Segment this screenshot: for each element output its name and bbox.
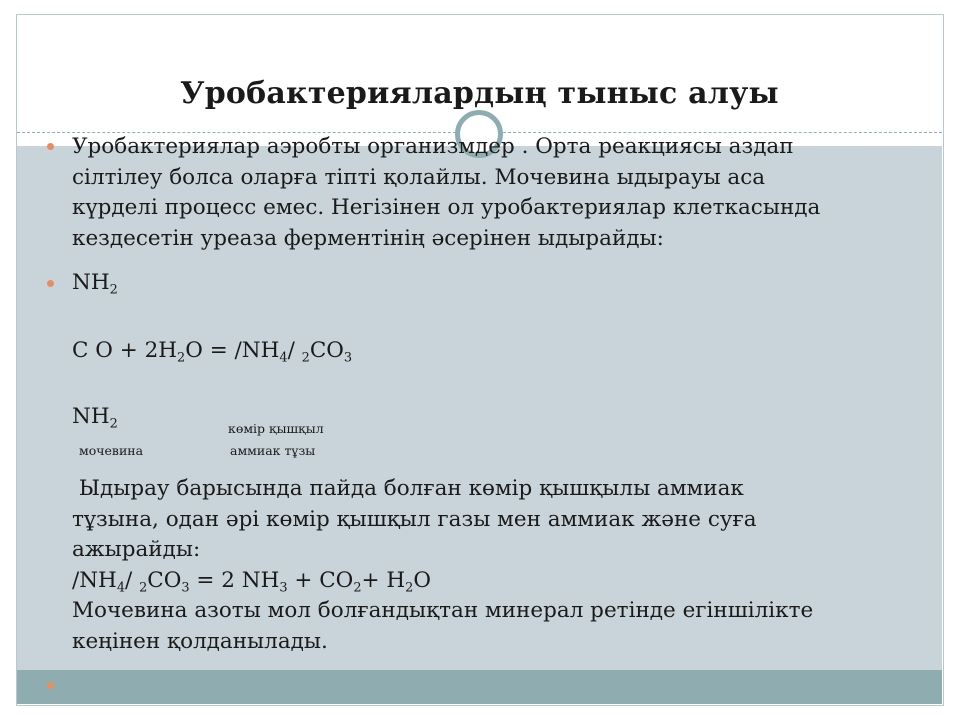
formula-subscript: 3 (279, 580, 288, 595)
formula-part: + CO (287, 567, 354, 593)
text-line: кездесетін уреаза ферментінің әсерінен ыдырайды: (72, 225, 664, 251)
formula-nh2-top (72, 268, 118, 299)
formula-part: NH (72, 270, 110, 295)
bullet-marker-2 (47, 280, 54, 287)
text-line: кеңінен қолданылады. (72, 628, 328, 654)
formula-part: NH (72, 404, 110, 429)
formula-part: = 2 NH (189, 567, 280, 593)
formula-part: / (125, 567, 140, 593)
text-line: Ыдырау барысында пайда болған көмір қышқылы аммиак (72, 476, 744, 501)
formula-subscript: 2 (109, 416, 118, 432)
label-urea: мочевина (79, 443, 144, 458)
formula-part: O = /NH (185, 338, 280, 363)
formula-subscript: 3 (181, 580, 190, 595)
formula-subscript: 2 (353, 580, 362, 595)
formula-part: + H (361, 567, 406, 593)
formula-subscript: 4 (116, 580, 126, 595)
bullet-1-text (72, 132, 820, 254)
text-line: сілтілеу болса оларға тіпті қолайлы. Мочевина ыдырауы аса (72, 164, 766, 190)
formula-subscript: 2 (139, 580, 148, 595)
formula-part: CO (147, 567, 182, 593)
decomposition-equation (72, 566, 813, 597)
formula-subscript: 2 (301, 350, 310, 366)
label-carbonic-acid: көмір қышқыл (228, 421, 324, 436)
bullet-marker-3 (47, 682, 54, 689)
bullet-marker-1 (47, 143, 54, 150)
formula-part: CO (309, 338, 344, 363)
formula-part: / (287, 338, 302, 363)
formula-part: O (413, 567, 431, 593)
text-line: күрделі процесс емес. Негізінен ол уробактериялар клеткасында (72, 195, 821, 220)
label-ammonium-salt: аммиак тұзы (230, 443, 316, 458)
slide-title: Уробактериялардың тыныс алуы (180, 76, 779, 111)
text-line: тұзына, одан әрі көмір қышқыл газы мен аммиак және суға (72, 506, 757, 532)
formula-subscript: 2 (109, 282, 118, 298)
bottom-accent-band (17, 670, 942, 704)
formula-part: C O + 2H (72, 338, 178, 363)
formula-part: /NH (72, 567, 117, 593)
text-line: ажырайды: (72, 537, 201, 562)
text-line: Мочевина азоты мол болғандықтан минерал ретінде егіншілікте (72, 598, 814, 623)
formula-urea-equation (72, 336, 352, 367)
formula-nh2-bottom (72, 402, 118, 433)
formula-subscript: 2 (177, 350, 186, 366)
explanation-paragraph (72, 474, 813, 657)
formula-subscript: 2 (405, 580, 414, 595)
formula-subscript: 3 (343, 350, 353, 366)
text-line: Уробактериялар аэробты организмдер . Орта реакциясы аздап (72, 134, 794, 159)
formula-subscript: 4 (279, 350, 288, 366)
